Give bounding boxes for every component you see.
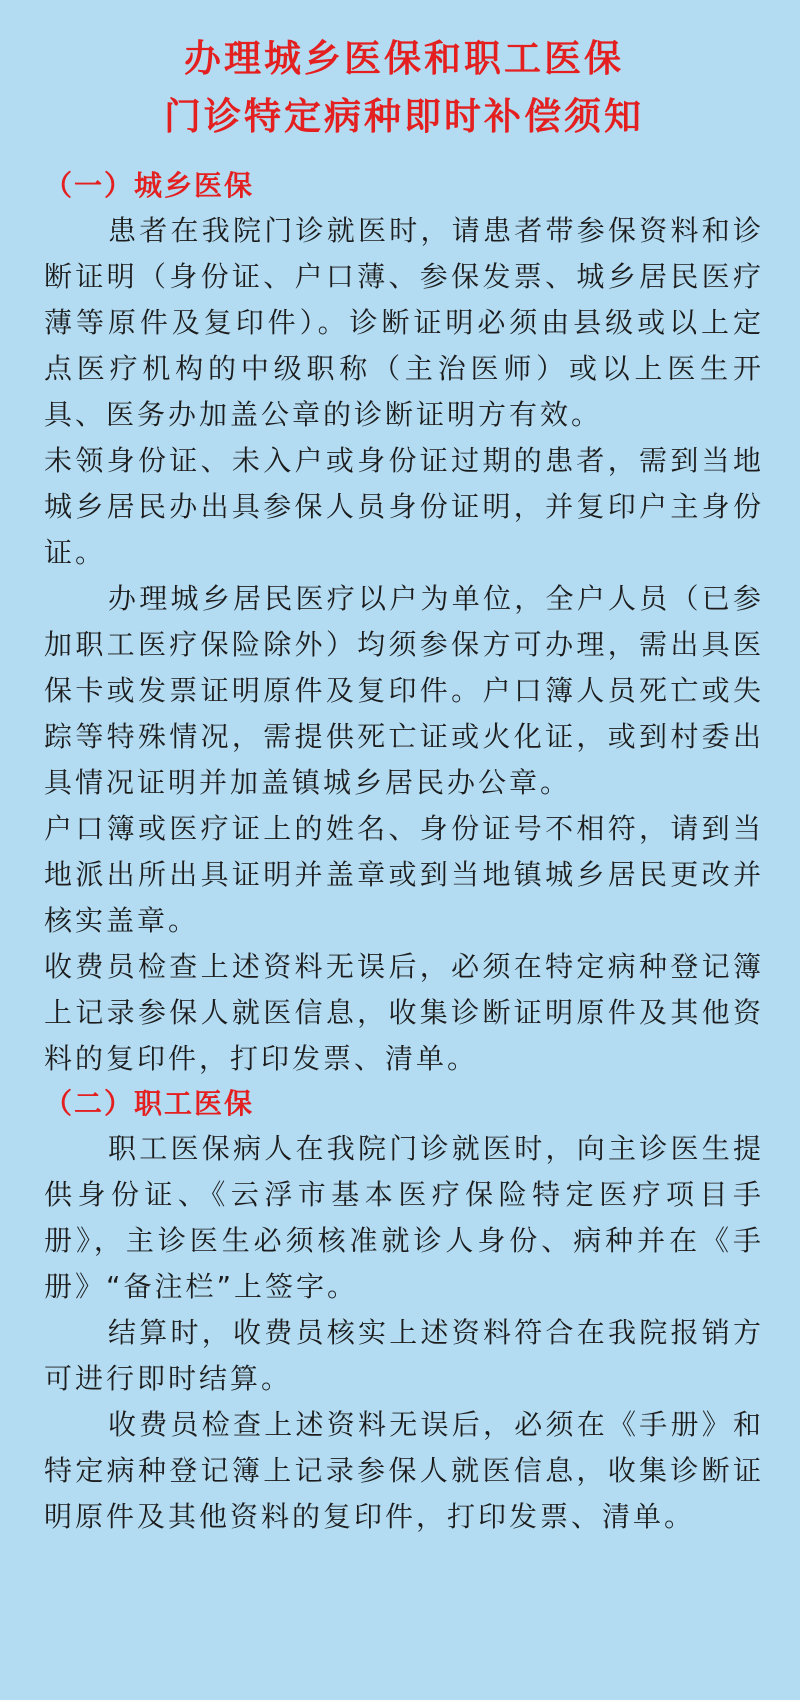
section-employee-insurance: [44, 1082, 764, 1540]
paragraph: 收费员检查上述资料无误后，必须在《手册》和特定病种登记簿上记录参保人就医信息，收集诊断证明原件及其他资料的复印件，打印发票、清单。: [44, 1408, 764, 1533]
section-heading: （一）城乡医保: [44, 169, 255, 202]
paragraph: 收费员检查上述资料无误后，必须在特定病种登记簿上记录参保人就医信息，收集诊断证明原件及其他资料的复印件，打印发票、清单。: [44, 950, 764, 1075]
title-line-2: 门诊特定病种即时补偿须知: [164, 95, 644, 138]
paragraph: 未领身份证、未入户或身份证过期的患者，需到当地城乡居民办出具参保人员身份证明，并复印户主身份证。: [44, 444, 764, 569]
section-heading: （二）职工医保: [44, 1087, 255, 1120]
section-urban-rural-insurance: [44, 164, 764, 1082]
paragraph: 结算时，收费员核实上述资料符合在我院报销方可进行即时结算。: [44, 1316, 764, 1395]
page-title: [44, 30, 764, 146]
title-line-1: 办理城乡医保和职工医保: [184, 37, 624, 80]
paragraph: 户口簿或医疗证上的姓名、身份证号不相符，请到当地派出所出具证明并盖章或到当地镇城乡居民更改并核实盖章。: [44, 812, 764, 937]
paragraph: 职工医保病人在我院门诊就医时，向主诊医生提供身份证、《云浮市基本医疗保险特定医疗项目手册》，主诊医生必须核准就诊人身份、病种并在《手册》“备注栏”上签字。: [44, 1132, 764, 1303]
paragraph: 办理城乡居民医疗以户为单位，全户人员（已参加职工医疗保险除外）均须参保方可办理，需出具医保卡或发票证明原件及复印件。户口簿人员死亡或失踪等特殊情况，需提供死亡证或火化证，或到村委出具情况证明并加盖镇城乡居民办公章。: [44, 582, 764, 799]
paragraph: 患者在我院门诊就医时，请患者带参保资料和诊断证明（身份证、户口薄、参保发票、城乡居民医疗薄等原件及复印件）。诊断证明必须由县级或以上定点医疗机构的中级职称（主治医师）或以上医生开具、医务办加盖公章的诊断证明方有效。: [44, 214, 764, 431]
